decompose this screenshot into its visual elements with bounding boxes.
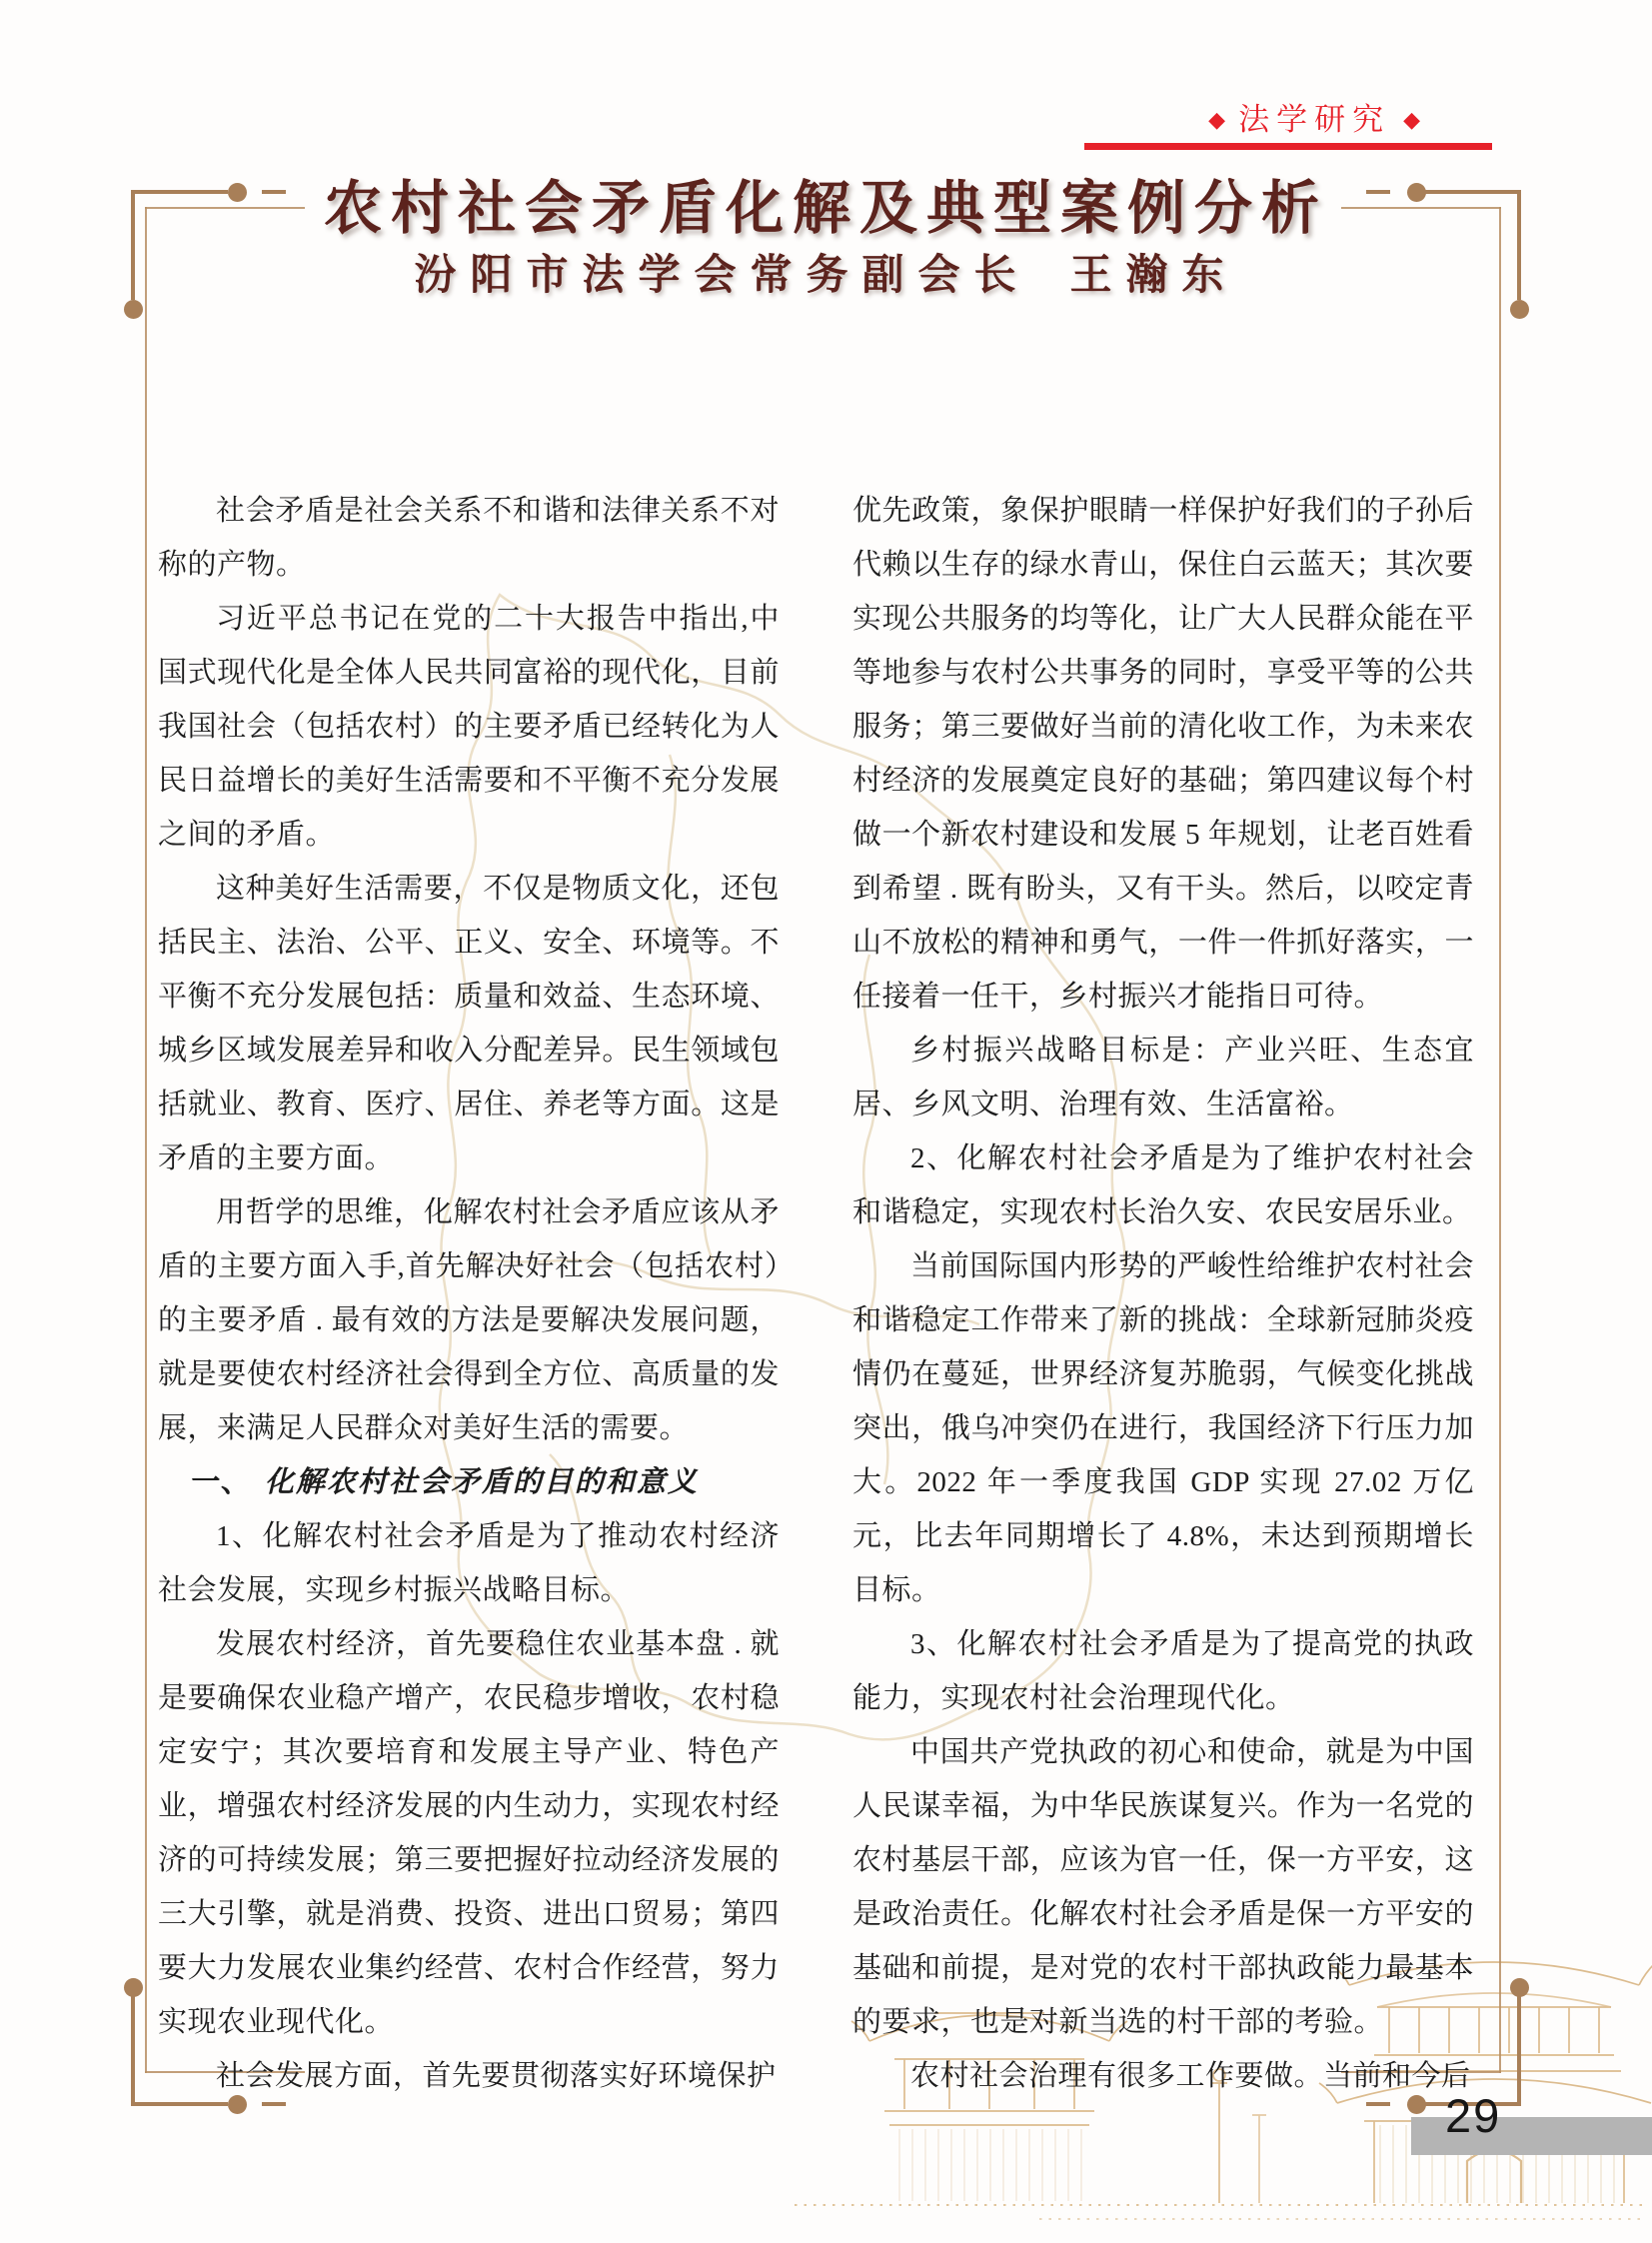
frame-line bbox=[1517, 1996, 1521, 2106]
heading-text: 化解农村社会矛盾的目的和意义 bbox=[264, 1466, 699, 1498]
header-rule bbox=[1084, 143, 1492, 150]
heading-number: 一、 bbox=[191, 1466, 251, 1498]
body-paragraph: 2、化解农村社会矛盾是为了维护农村社会和谐稳定，实现农村长治久安、农民安居乐业。 bbox=[852, 1142, 1474, 1228]
page-number: 29 bbox=[1445, 2089, 1502, 2142]
body-paragraph: 1、化解农村社会矛盾是为了推动农村经济社会发展，实现乡村振兴战略目标。 bbox=[158, 1520, 780, 1606]
frame-dot bbox=[1510, 1978, 1529, 1997]
body-paragraph: 社会发展方面，首先要贯彻落实好环境保护 bbox=[216, 2060, 777, 2092]
text-column-left bbox=[158, 484, 780, 2103]
byline-author: 王瀚东 bbox=[1069, 253, 1238, 299]
body-paragraph: 优先政策，象保护眼睛一样保护好我们的子孙后代赖以生存的绿水青山，保住白云蓝天；其次要实现公共服务的均等化，让广大人民群众能在平等地参与农村公共事务的同时，享受平等的公共服务；第三要做好当前的清化收工作，为未来农村经济的发展奠定良好的基础；第四建议每个村做一个新农村建设和发展 5 年规划，让老百姓看到希望 . 既有盼头，又有干头。然后，以咬定青山不放松的精神和勇气，一件一件抓好落实，一任接着一任干，乡村振兴才能指日可待。 bbox=[852, 495, 1474, 1013]
frame-inner-line bbox=[1499, 207, 1501, 2073]
body-paragraph: 乡村振兴战略目标是：产业兴旺、生态宜居、乡风文明、治理有效、生活富裕。 bbox=[852, 1035, 1474, 1121]
article-byline bbox=[0, 252, 1652, 300]
frame-dot bbox=[1510, 300, 1529, 319]
body-paragraph: 当前国际国内形势的严峻性给维护农村社会和谐稳定工作带来了新的挑战：全球新冠肺炎疫情仍在蔓延，世界经济复苏脆弱，气候变化挑战突出，俄乌冲突仍在进行，我国经济下行压力加大。2022 年一季度我国 GDP 实现 27.02 万亿元，比去年同期增长了 4.8%，未达到预期增长目标。 bbox=[852, 1250, 1474, 1606]
text-column-right bbox=[852, 484, 1474, 2103]
diamond-icon: ◆ bbox=[1403, 107, 1420, 132]
body-paragraph: 发展农村经济，首先要稳住农业基本盘 . 就是要确保农业稳产增产，农民稳步增收，农村稳定安宁；其次要培育和发展主导产业、特色产业，增强农村经济发展的内生动力，实现农村经济的可持续发展；第三要把握好拉动经济发展的三大引擎，就是消费、投资、进出口贸易；第四要大力发展农业集约经营、农村合作经营，努力实现农业现代化。 bbox=[158, 1628, 780, 2038]
byline-role: 汾阳市法学会常务副会长 bbox=[414, 253, 1030, 299]
frame-inner-line bbox=[145, 207, 147, 2073]
frame-line bbox=[131, 1996, 135, 2106]
body-paragraph: 3、化解农村社会矛盾是为了提高党的执政能力，实现农村社会治理现代化。 bbox=[852, 1628, 1474, 1714]
body-paragraph: 社会矛盾是社会关系不和谐和法律关系不对称的产物。 bbox=[158, 495, 780, 581]
body-paragraph: 用哲学的思维，化解农村社会矛盾应该从矛盾的主要方面入手,首先解决好社会（包括农村）的主要矛盾 . 最有效的方法是要解决发展问题，就是要使农村经济社会得到全方位、高质量的发展，来满足人民群众对美好生活的需要。 bbox=[158, 1196, 780, 1444]
body-paragraph: 习近平总书记在党的二十大报告中指出,中国式现代化是全体人民共同富裕的现代化，目前我国社会（包括农村）的主要矛盾已经转化为人民日益增长的美好生活需要和不平衡不充分发展之间的矛盾。 bbox=[158, 603, 780, 851]
article-title: 农村社会矛盾化解及典型案例分析 bbox=[323, 176, 1328, 241]
body-paragraph: 中国共产党执政的初心和使命，就是为中国人民谋幸福，为中华民族谋复兴。作为一名党的农村基层干部，应该为官一任，保一方平安，这是政治责任。化解农村社会矛盾是保一方平安的基础和前提，是对党的农村干部执政能力最基本的要求，也是对新当选的村干部的考验。 bbox=[852, 1736, 1474, 2038]
body-paragraph: 农村社会治理有很多工作要做。当前和今后 bbox=[910, 2060, 1471, 2092]
frame-dot bbox=[124, 300, 143, 319]
section-heading bbox=[158, 1455, 780, 1509]
body-paragraph: 这种美好生活需要，不仅是物质文化，还包括民主、法治、公平、正义、安全、环境等。不平衡不充分发展包括：质量和效益、生态环境、城乡区域发展差异和收入分配差异。民生领域包括就业、教育、医疗、居住、养老等方面。这是矛盾的主要方面。 bbox=[158, 873, 780, 1174]
header-label: 法学研究 bbox=[1238, 102, 1391, 137]
diamond-icon: ◆ bbox=[1208, 107, 1226, 132]
frame-dot bbox=[124, 1978, 143, 1997]
page-header bbox=[1208, 100, 1420, 140]
